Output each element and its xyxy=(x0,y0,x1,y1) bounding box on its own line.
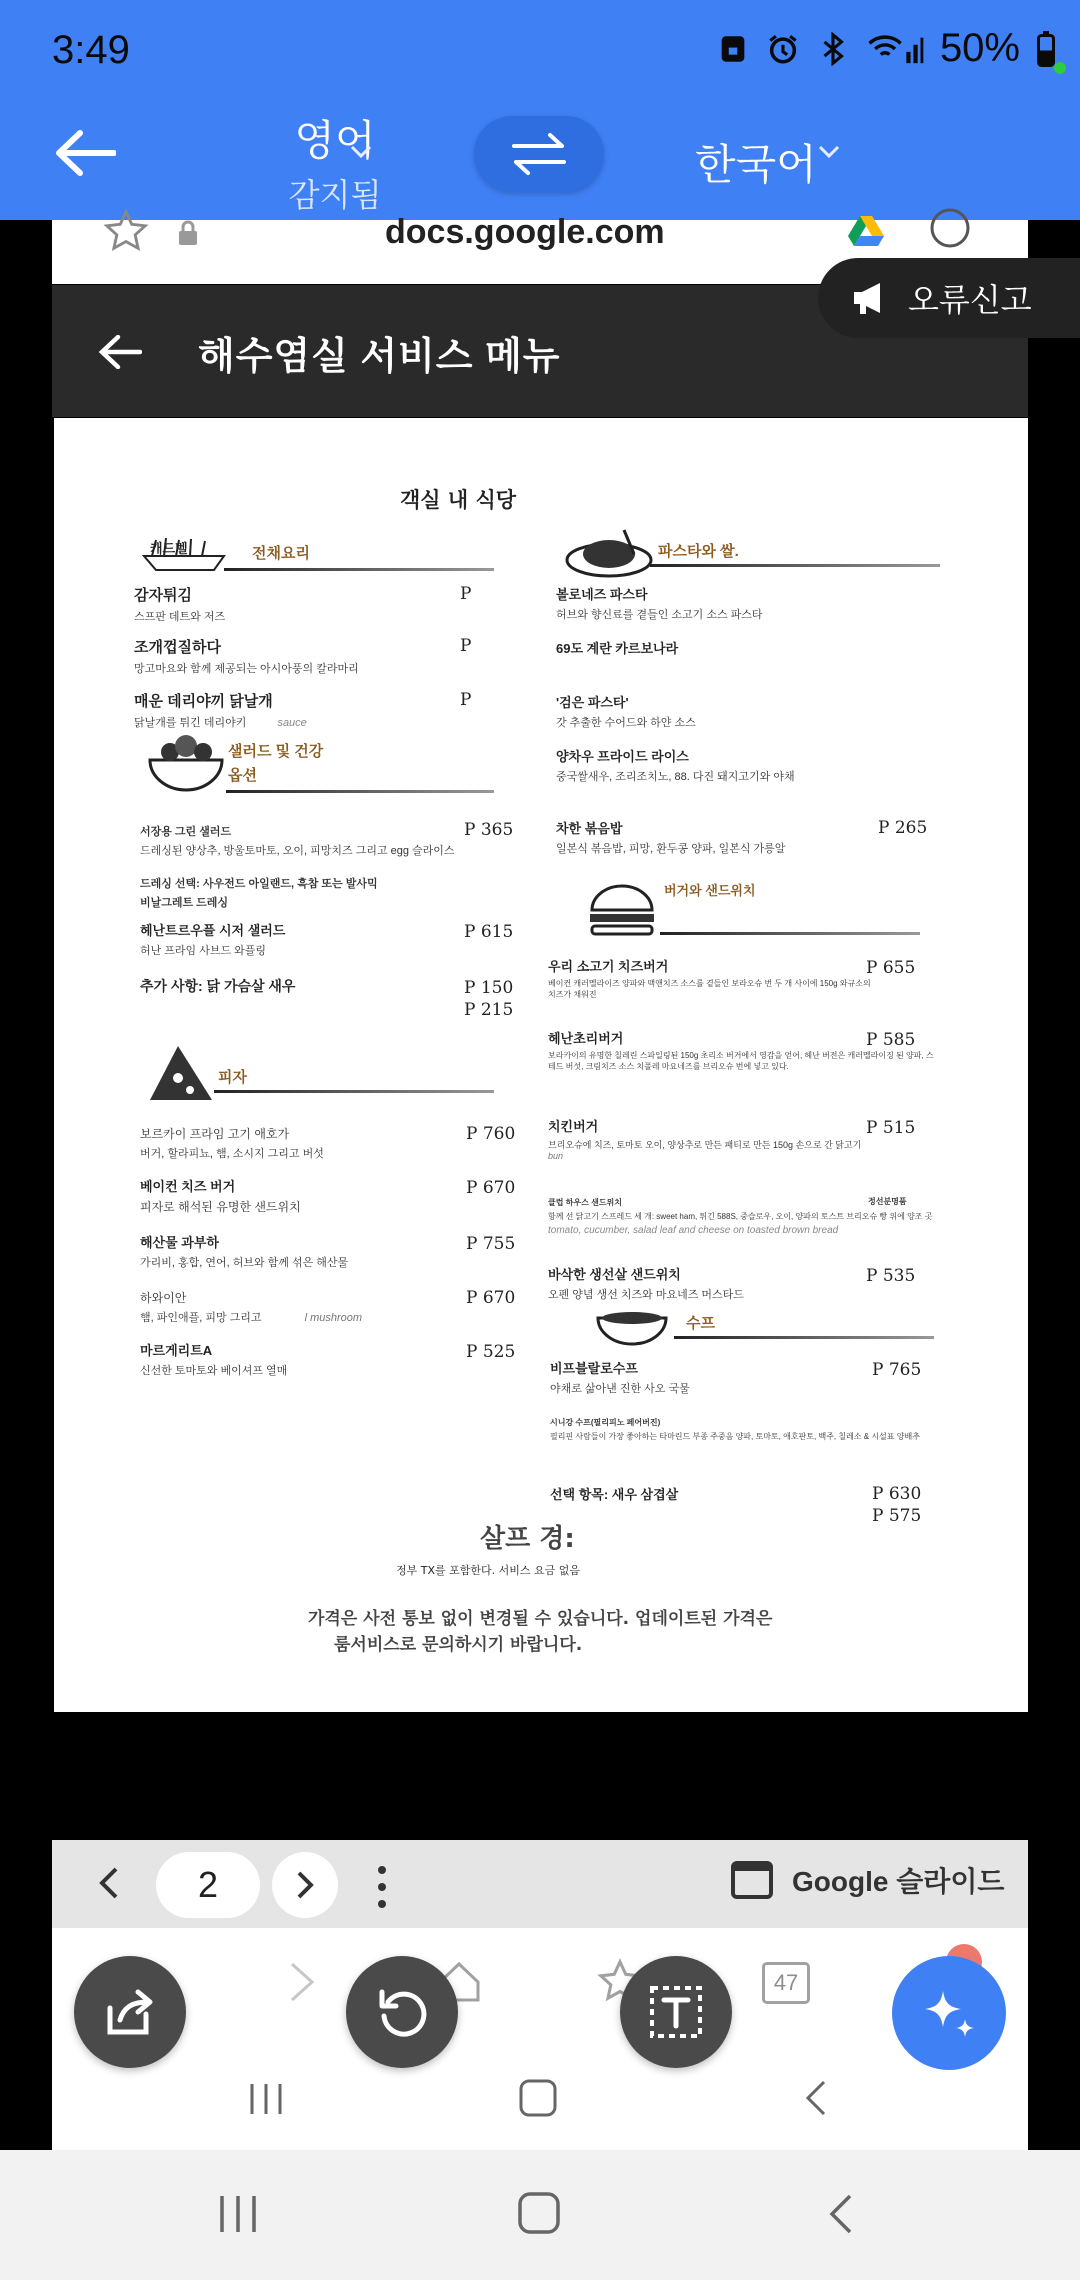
category-salad-2: 옵션 xyxy=(228,767,257,784)
inner-navigation-bar xyxy=(52,2060,1028,2150)
more-options-icon[interactable] xyxy=(370,1862,394,1912)
source-language-selector[interactable] xyxy=(255,108,415,216)
category-divider xyxy=(224,568,494,571)
menu-tax-note: 정부 TX를 포함한다. 서비스 요금 없음 xyxy=(396,1564,580,1577)
megaphone-icon xyxy=(852,281,890,315)
menu-notice-line-1: 가격은 사전 통보 없이 변경될 수 있습니다. 업데이트된 가격은 xyxy=(308,1609,773,1629)
menu-item xyxy=(556,692,876,730)
item-price: P 365 xyxy=(464,820,514,840)
status-time: 3:49 xyxy=(52,28,130,72)
item-price: P 655 xyxy=(866,958,916,978)
item-price: P 585 xyxy=(866,1030,916,1050)
category-salad: 샐러드 및 건강 xyxy=(228,743,324,760)
lock-icon xyxy=(176,220,200,246)
battery-percent: 50% xyxy=(939,26,1020,70)
category-divider xyxy=(674,1336,934,1339)
menu-item xyxy=(140,1122,440,1161)
refresh-button[interactable] xyxy=(346,1956,458,2068)
back-nav-icon[interactable] xyxy=(804,2080,828,2116)
burger-icon xyxy=(586,882,658,946)
chevron-right-icon xyxy=(293,1870,317,1900)
item-price: P 515 xyxy=(866,1118,916,1138)
item-desc: 오펜 양념 생선 치즈와 마요네즈 머스타드 xyxy=(548,1289,744,1301)
menu-item xyxy=(134,690,434,730)
item-desc: 가리비, 홍합, 연어, 허브와 함께 섞은 해산물 xyxy=(140,1257,349,1269)
item-desc: 필리핀 사람들이 가장 좋아하는 타마린드 부종 주중음 양파, 토마토, 애호판토, 백주, 칠레소 & 시설표 양배추 xyxy=(550,1432,920,1441)
item-desc: 버거, 할라피뇨, 햄, 소시지 그리고 버섯 xyxy=(140,1148,324,1160)
item-name: 서장용 그린 샐러드 xyxy=(140,826,232,838)
category-pasta: 파스타와 쌀. xyxy=(658,543,739,560)
menu-item xyxy=(140,1286,460,1325)
menu-item xyxy=(140,820,460,858)
item-desc: 일본식 볶음밥, 피망, 환두콩 양파, 일본식 가릉알 xyxy=(556,843,786,855)
menu-footer-title: 살프 경: xyxy=(480,1524,575,1554)
item-name: '검은 파스타' xyxy=(556,695,629,710)
item-desc: 스프판 데트와 저즈 xyxy=(134,611,226,623)
item-price: P xyxy=(460,584,472,604)
url-text[interactable]: docs.google.com xyxy=(385,213,665,251)
item-price: P 575 xyxy=(872,1506,922,1526)
menu-item xyxy=(556,638,876,657)
swap-languages-button[interactable] xyxy=(474,116,604,192)
lock-badge-icon xyxy=(716,32,750,66)
item-name: 바삭한 생선살 샌드위치 xyxy=(548,1267,681,1282)
item-desc: 신선한 토마토와 베이셔프 열매 xyxy=(140,1365,288,1377)
item-extra: tomato, cucumber, salad leaf and cheese on toasted brown bread xyxy=(548,1225,839,1236)
item-name: 선택 항목: 새우 삼겹살 xyxy=(550,1487,679,1502)
browser-forward-icon[interactable] xyxy=(284,1960,320,2004)
item-price: P 755 xyxy=(466,1234,516,1254)
item-name: 감자튀김 xyxy=(134,587,192,604)
alarm-icon xyxy=(766,32,800,66)
category-soup: 수프 xyxy=(686,1315,715,1332)
google-slides-label: Google 슬라이드 xyxy=(792,1866,1005,1897)
item-price: P 215 xyxy=(464,1000,514,1020)
bluetooth-icon xyxy=(816,32,850,66)
recents-icon[interactable] xyxy=(248,2080,284,2118)
page-number-field[interactable]: 2 xyxy=(156,1852,260,1918)
item-desc: 야채로 삶아낸 진한 사오 국물 xyxy=(550,1383,690,1395)
menu-item xyxy=(556,746,896,784)
item-name: 치킨버거 xyxy=(548,1119,599,1134)
item-desc: 브리오슈에 치즈, 토마토 오이, 양상추로 만든 패티로 만든 150g 손으로 간 닭고기 xyxy=(548,1140,862,1150)
menu-item xyxy=(556,584,876,622)
menu-item xyxy=(140,1176,440,1215)
menu-item xyxy=(550,1358,870,1396)
item-name: 우리 소고기 치즈버거 xyxy=(548,959,669,974)
item-extra: l mushroom xyxy=(304,1312,363,1324)
category-divider xyxy=(226,790,494,793)
item-name: 헤난초리버거 xyxy=(548,1031,624,1046)
category-pizza: 피자 xyxy=(218,1069,247,1086)
item-desc: 허난 프라임 사브드 와플링 xyxy=(140,945,267,957)
google-drive-icon xyxy=(848,215,884,247)
menu-item xyxy=(140,920,440,958)
item-price: P 630 xyxy=(872,1484,922,1504)
report-error-button[interactable] xyxy=(818,258,1080,338)
previous-page-icon[interactable] xyxy=(94,1866,124,1900)
wifi-signal-icon xyxy=(866,32,924,66)
menu-header-title: 해수염실 서비스 메뉴 xyxy=(198,336,561,378)
category-burger: 버거와 샌드위치 xyxy=(664,883,756,898)
item-desc: 허브와 향신료를 곁들인 소고기 소스 파스타 xyxy=(556,609,763,621)
item-price: P 150 xyxy=(464,978,514,998)
menu-item xyxy=(556,818,876,856)
menu-item xyxy=(134,636,434,676)
menu-item xyxy=(140,1340,440,1378)
item-price: P 535 xyxy=(866,1266,916,1286)
menu-page xyxy=(54,418,1028,1712)
chevron-down-icon[interactable] xyxy=(818,145,840,159)
item-name: 매운 데리야끼 닭날개 xyxy=(134,693,273,710)
home-nav-icon[interactable] xyxy=(516,2190,562,2236)
appetizer-banner: 캐드벨 xyxy=(150,542,188,557)
item-name: 69도 계란 카르보나라 xyxy=(556,641,679,656)
item-name: 추가 사항: 닭 가슴살 새우 xyxy=(140,978,296,994)
recents-icon[interactable] xyxy=(216,2192,260,2236)
item-desc: 항께 선 닭고기 스프레드 세 개: sweet ham, 튀긴 588S, 중슬로우, 오이, 양파의 토스트 브리오슈 빵 위에 양조 곳 xyxy=(548,1212,933,1221)
item-name: 헤난트르우플 시저 샐러드 xyxy=(140,923,286,938)
swap-arrows-icon xyxy=(510,132,568,176)
menu-notice-line-2: 룸서비스로 문의하시기 바랍니다. xyxy=(334,1635,583,1655)
item-name: 클럽 하우스 샌드위치 xyxy=(548,1198,622,1207)
next-page-button[interactable] xyxy=(272,1852,338,1918)
target-language[interactable]: 한국어 xyxy=(695,141,817,188)
item-tag: 정선분명품 xyxy=(868,1197,907,1206)
item-name: 차한 볶음밥 xyxy=(556,821,623,836)
menu-item xyxy=(140,872,440,910)
refresh-icon xyxy=(374,1984,430,2040)
back-arrow-icon[interactable] xyxy=(98,335,142,369)
text-translate-button[interactable] xyxy=(620,1956,732,2068)
item-desc: 비날그레트 드레싱 xyxy=(140,897,229,909)
item-price: P xyxy=(460,636,472,656)
share-icon xyxy=(102,1984,158,2040)
item-price: P xyxy=(460,690,472,710)
menu-item xyxy=(548,1116,868,1161)
item-desc: 드레싱된 양상추, 방울토마토, 오이, 피망치즈 그리고 egg 슬라이스 xyxy=(140,845,455,857)
soup-bowl-icon xyxy=(594,1304,670,1348)
menu-item xyxy=(550,1414,970,1442)
battery-icon xyxy=(1036,31,1056,67)
category-divider xyxy=(214,1090,494,1093)
item-name: 하와이안 xyxy=(140,1291,187,1305)
menu-heading: 객실 내 식당 xyxy=(400,488,517,512)
menu-item xyxy=(548,956,878,1000)
sparkle-icon xyxy=(919,1983,979,2043)
home-nav-icon[interactable] xyxy=(518,2078,558,2118)
item-name: 마르게리트A xyxy=(140,1343,213,1358)
item-name: 해산물 과부하 xyxy=(140,1235,219,1250)
reload-icon[interactable] xyxy=(928,206,972,250)
item-name: 볼로네즈 파스타 xyxy=(556,587,648,602)
pasta-plate-icon xyxy=(564,526,654,580)
item-price: P 265 xyxy=(878,818,928,838)
item-name: 베이컨 치즈 버거 xyxy=(140,1179,236,1194)
google-slides-button[interactable] xyxy=(730,1860,1004,1900)
menu-item xyxy=(548,1264,868,1302)
source-language: 영어 xyxy=(294,117,376,164)
item-desc: 피자로 해석된 유명한 샌드위치 xyxy=(140,1200,301,1214)
item-name: 양차우 프라이드 라이스 xyxy=(556,749,689,764)
item-name: 드레싱 선택: 사우전드 아일랜드, 흑참 또는 발사믹 xyxy=(140,878,378,890)
item-price: P 525 xyxy=(466,1342,516,1362)
item-extra: sauce xyxy=(277,717,307,729)
back-arrow-icon[interactable] xyxy=(54,130,116,176)
menu-item xyxy=(140,1232,440,1270)
report-error-label: 오류신고 xyxy=(908,282,1032,318)
item-desc: 중국쌀새우, 조리조치노, 88. 다진 돼지고기와 야채 xyxy=(556,771,795,783)
share-button[interactable] xyxy=(74,1956,186,2068)
item-extra: bun xyxy=(548,1151,564,1161)
item-price: P 615 xyxy=(464,922,514,942)
item-desc: 망고마요와 함께 제공되는 아시아풍의 칼라마리 xyxy=(134,663,359,675)
category-divider xyxy=(650,564,940,567)
slides-icon xyxy=(730,1860,774,1900)
status-icons xyxy=(716,26,1056,71)
category-appetizer: 전채요리 xyxy=(252,545,310,562)
text-box-icon xyxy=(646,1982,706,2042)
item-price: P 670 xyxy=(466,1288,516,1308)
item-desc: 햄, 파인애플, 피망 그리고 xyxy=(140,1312,262,1324)
tabs-count: 47 xyxy=(773,1970,799,1995)
item-name: 조개껍질하다 xyxy=(134,639,221,656)
item-name: 시니강 수프(필리피노 페어버진) xyxy=(550,1418,661,1427)
item-price: P 765 xyxy=(872,1360,922,1380)
notification-dot xyxy=(1054,62,1066,74)
item-desc: 닭날개를 튀긴 데리야키 xyxy=(134,717,247,729)
system-navigation-bar xyxy=(0,2150,1080,2280)
back-nav-icon[interactable] xyxy=(826,2192,856,2236)
source-language-status: 감지됨 xyxy=(288,177,382,213)
ai-assist-button[interactable] xyxy=(892,1956,1006,2070)
item-price: P 670 xyxy=(466,1178,516,1198)
item-desc: 갓 추출한 수어드와 하얀 소스 xyxy=(556,717,696,729)
star-icon[interactable] xyxy=(102,208,150,254)
tabs-button[interactable] xyxy=(762,1962,810,2004)
salad-bowl-icon xyxy=(146,730,226,796)
item-desc: 베이컨 캐러멜라이즈 양파와 맥앤치즈 소스를 곁들인 보라오슈 번 두 개 사이에 150g 와규소의 치즈가 채워진 xyxy=(548,979,871,999)
menu-item xyxy=(134,584,364,624)
item-name: 비프블랄로수프 xyxy=(550,1361,638,1376)
item-price: P 760 xyxy=(466,1124,516,1144)
item-name: 보르카이 프라임 고기 애호가 xyxy=(140,1127,290,1141)
item-desc: 보라카이의 유명한 칠레린 스파일링된 150g 초리소 버거에서 영감을 얻어, 헤난 버전은 캐러멜라이징 된 양파, 스테드 버섯, 크림치즈 소스 치폴레 마요네즈를 브리오슈 번에 넣고 있다. xyxy=(548,1051,934,1071)
pizza-slice-icon xyxy=(146,1038,216,1108)
chevron-down-icon[interactable] xyxy=(350,145,372,159)
category-divider xyxy=(660,932,920,935)
